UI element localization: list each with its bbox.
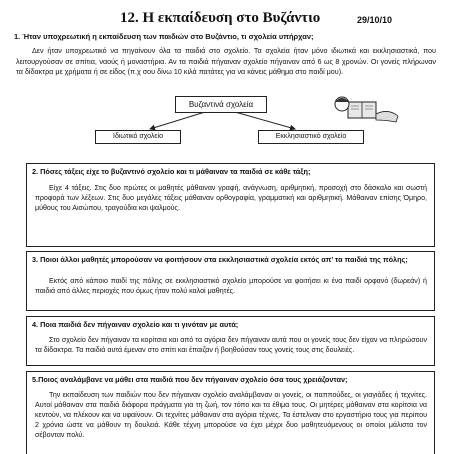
question-4-box (26, 316, 435, 366)
question-4-heading: 4. Ποια παιδιά δεν πήγαιναν σχολείο και τι γινόταν με αυτά; (32, 320, 239, 329)
question-3-answer: Εκτός από κάποιο παιδί της πόλης σε εκκλησιαστικό σχολείο μπορούσε να φοιτήσει κι ένα παιδί ορφανό (δωρεάν) ή παιδιά από άλλες περιοχές που όμως ήταν πολύ καλοί μαθητές. (35, 277, 427, 295)
question-5-heading: 5.Ποιος αναλάμβανε να μάθει στα παιδιά που δεν πήγαιναν σχολείο όσα τους χρειάζονταν; (32, 375, 348, 384)
question-5-answer: Την εκπαίδευση των παιδιών που δεν πήγαιναν σχολείο αναλάμβαναν οι γονείς, οι παππούδες, οι γιαγιάδες ή τεχνίτες. Αυτοί μάθαιναν στα παιδιά διάφορα πράγματα για τη ζωή, τον τόπο και τα έθιμα τους. Οι μητέρες μάθαιναν στα κορίτσια να κεντούν, να πλέκουν και να υφαίνουν. Οι τεχνίτες μάθαιναν στα αγόρια τέχνες. Τα έστελναν στο εργαστήριο τους για περίπου 2 χρόνια ώστε να μάθουν τη δουλειά. Κάθε τέχνη μπορούσε να έχει μέχρι δυο μαθητευόμενους οι οποίοι μάλιστα τον σέβονταν πολύ. (35, 391, 427, 439)
reading-child-illustration (330, 92, 400, 126)
question-1-heading: 1. Ήταν υποχρεωτική η εκπαίδευση των παιδιών στο Βυζάντιο, τι σχολεία υπήρχαν; (14, 32, 314, 41)
arrow-to-church (235, 112, 295, 129)
schools-diagram (0, 92, 453, 156)
date-label: 29/10/10 (357, 15, 393, 25)
page-header (0, 10, 453, 30)
question-2-heading: 2. Πόσες τάξεις είχε το βυζαντινό σχολείο και τι μάθαιναν τα παιδιά σε κάθε τάξη; (32, 167, 311, 176)
question-2-box (26, 163, 435, 247)
question-5-box (26, 371, 435, 454)
question-1-answer: Δεν ήταν υποχρεωτικό να πηγαίνουν όλα τα παιδιά στο σχολείο. Τα σχολεία ήταν μόνο ιδιωτικά και εκκλησιαστικά, που λειτουργούσαν σε σπίτια, ναούς ή μοναστήρια. Αν τα παιδιά πήγαιναν σχολείο πήγαιναν από 6 ως 8 χρονών. Οι γονείς πλήρωναν τα δίδακτρα με χρήματα ή σε είδος (π.χ σου δίνω 10 κιλά πατάτες για να κάνεις μάθημα στο παιδί μου). (16, 46, 436, 76)
question-3-heading: 3. Ποιοι άλλοι μαθητές μπορούσαν να φοιτήσουν στα εκκλησιαστικά σχολεία εκτός απ’ τα παιδιά της πόλης; (32, 255, 408, 264)
arrow-to-private (150, 112, 205, 129)
question-3-box (26, 251, 435, 311)
diagram-node-private-school: Ιδιωτικό σχολείο (95, 130, 181, 144)
question-4-answer: Στο σχολείο δεν πήγαιναν τα κορίτσια και από τα αγόρια δεν πήγαιναν αυτά που οι γονείς τους δεν είχαν να πληρώσουν τα δίδακτρα. Τα παιδιά αυτά έμεναν στο σπίτι και έπαιζαν ή βοηθούσαν τους γονείς τους στις δουλειές. (35, 336, 427, 354)
question-2-answer: Είχε 4 τάξεις. Στις δυο πρώτες οι μαθητές μάθαιναν γραφή, ανάγνωση, αριθμητική, προσοχή στο δάσκαλο και σωστή προφορά των λέξεων. Στις δυο μεγάλες τάξεις μάθαιναν ορθογραφία, γραμματική και αριθμητική. Μάθαιναν επίσης Όμηρο, μύθους του Αισώπου, τραγούδια και ψαλμούς. (35, 184, 427, 212)
diagram-node-church-school: Εκκλησιαστικό σχολείο (258, 130, 364, 144)
page-title: 12. Η εκπαίδευση στο Βυζάντιο (120, 10, 321, 26)
diagram-node-byzantine-schools: Βυζαντινά σχολεία (175, 96, 267, 113)
